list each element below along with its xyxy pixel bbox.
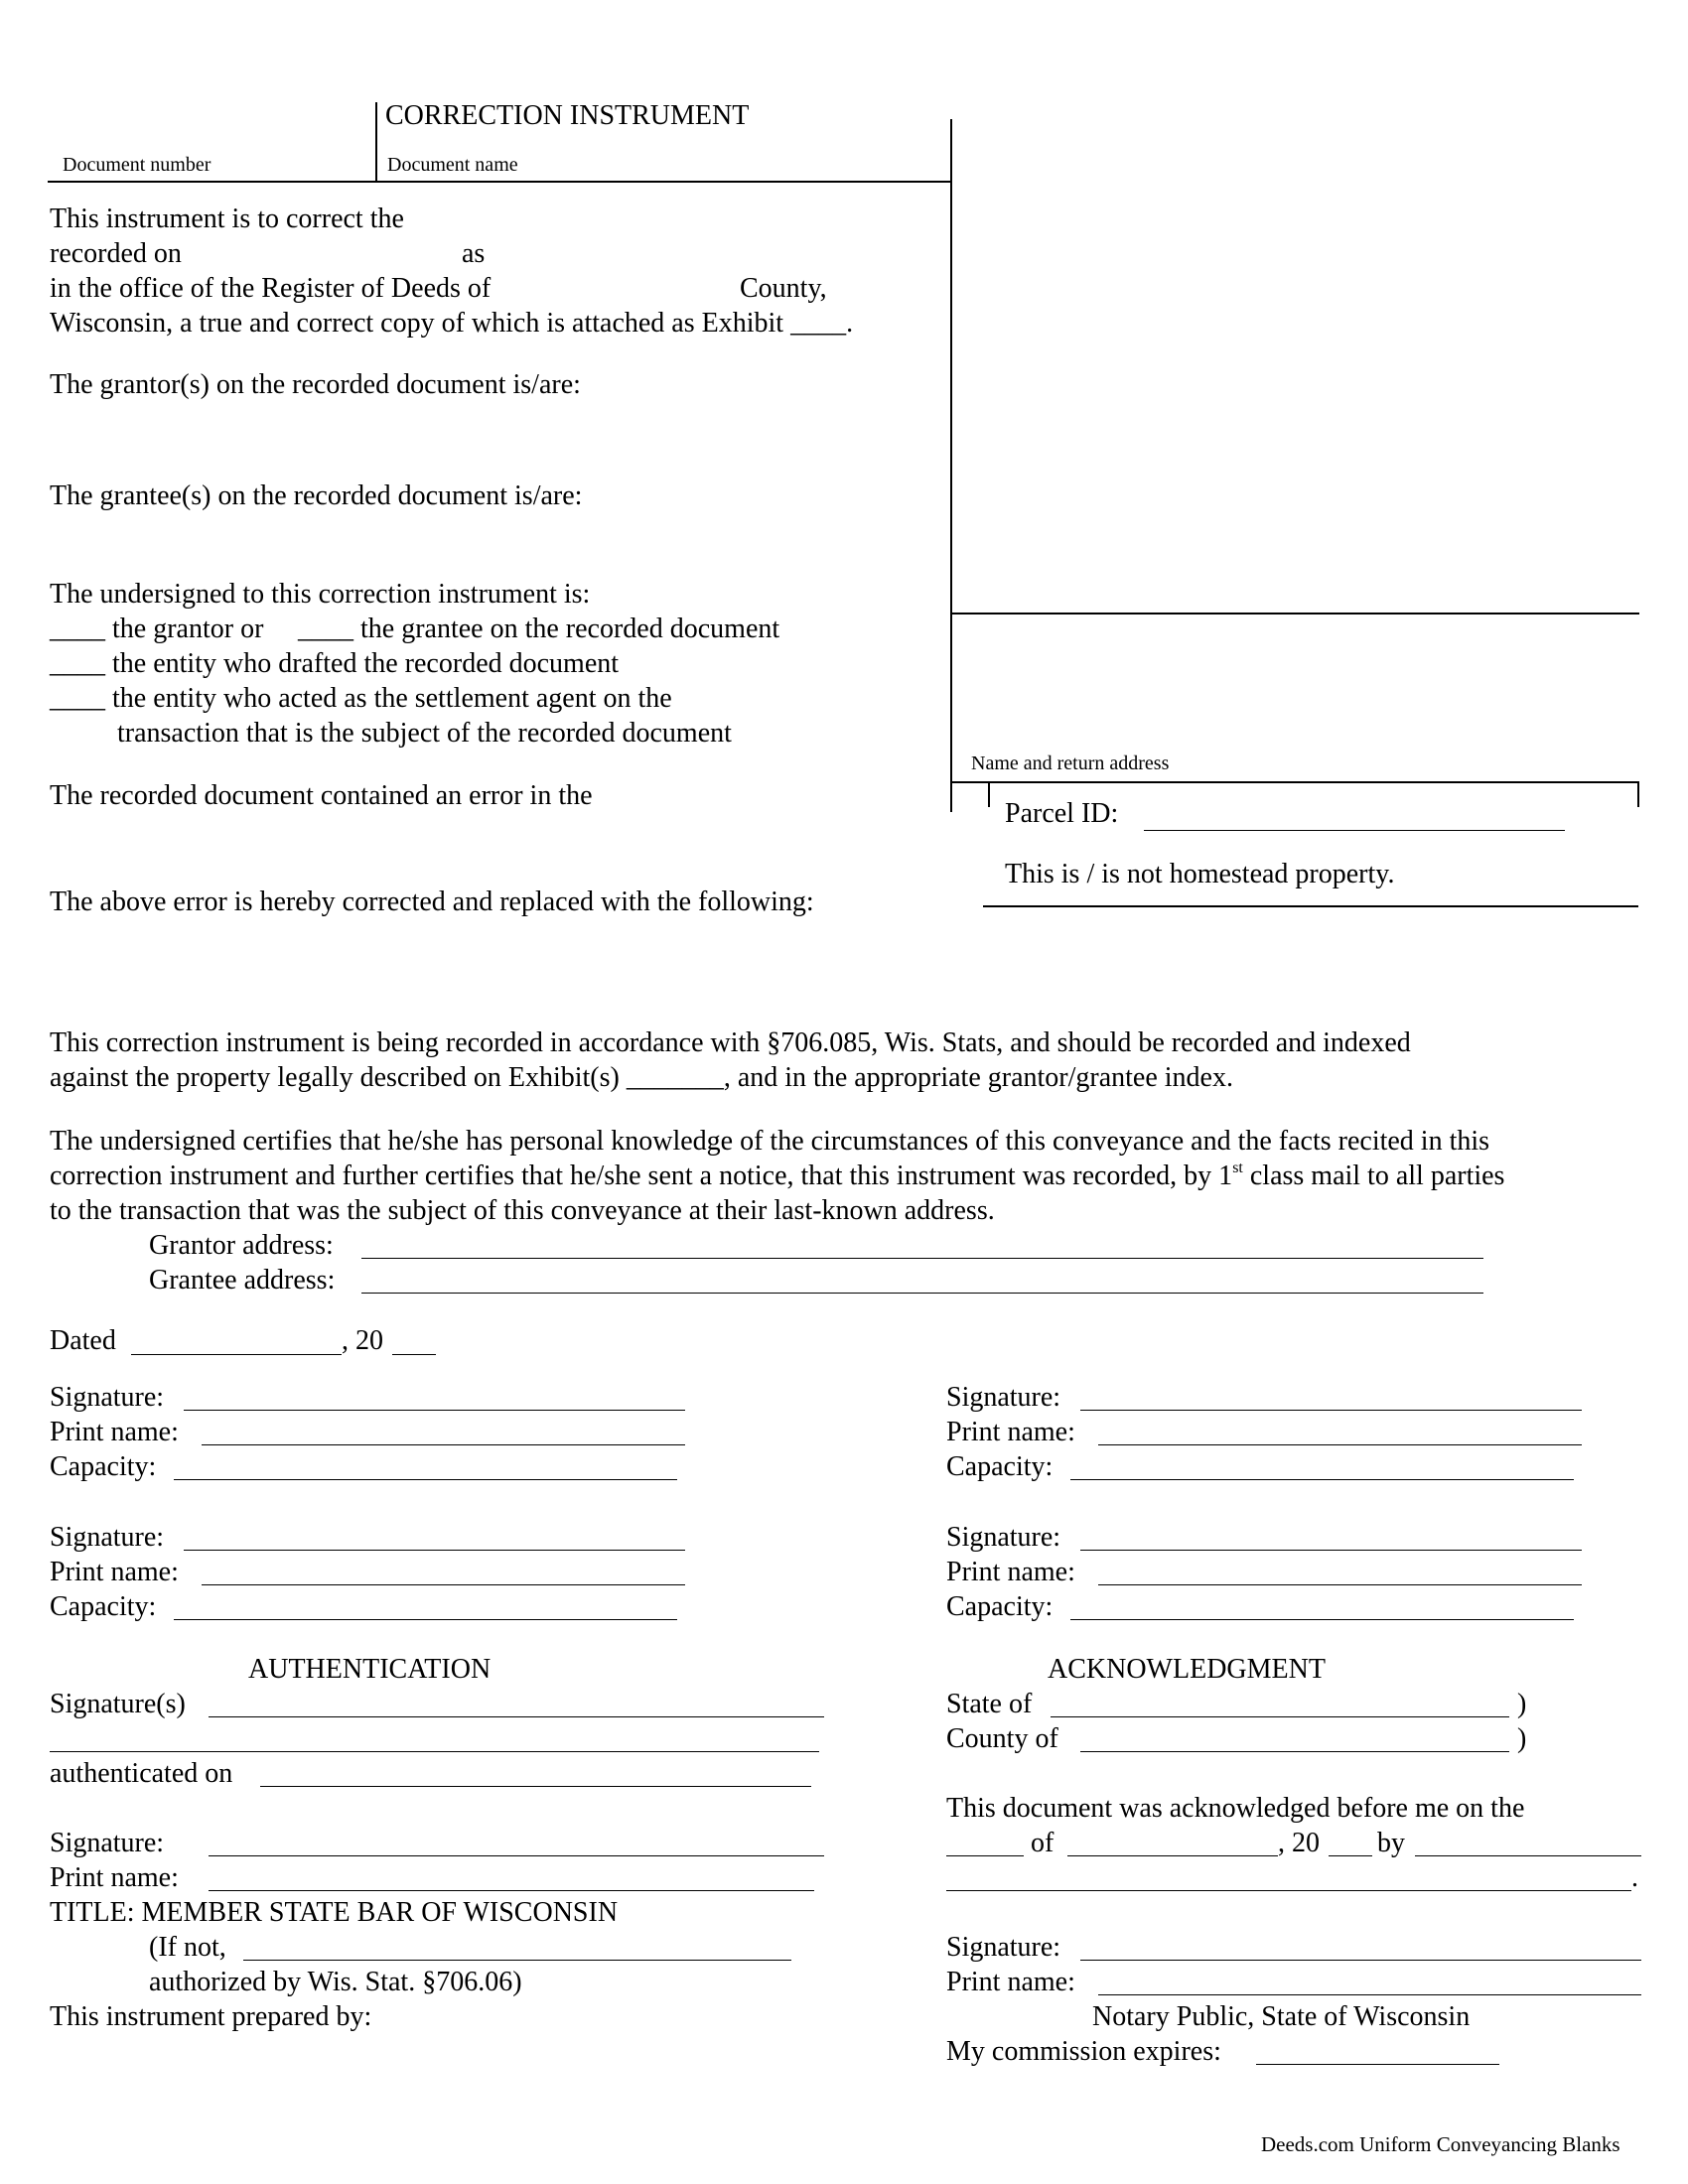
state-of-label: State of [946,1689,1033,1719]
ack-print-name-field[interactable] [1098,1994,1641,1995]
state-paren: ) [1517,1689,1527,1719]
dated-day-field[interactable] [131,1354,342,1355]
option-settlement-agent-cont: transaction that is the subject of the recorded document [117,718,732,749]
auth-signature-label: Signature: [50,1828,165,1858]
intro-exhibit-line: Wisconsin, a true and correct copy of which is attached as Exhibit ____. [50,308,854,339]
option-settlement-agent[interactable]: ____ the entity who acted as the settlement agent on the [50,683,672,714]
dated-label: Dated [50,1325,116,1356]
signature-label: Signature: [50,1522,165,1553]
return-address-rule [950,781,1639,783]
print-name-field[interactable] [202,1444,685,1445]
cert-line-1: The undersigned certifies that he/she has personal knowledge of the circumstances of this conveyance and the facts recited in this [50,1126,1490,1157]
grantee-address-field[interactable] [361,1293,1483,1294]
signature-field[interactable] [184,1410,685,1411]
signature-label: Signature: [946,1382,1061,1413]
grantees-label: The grantee(s) on the recorded document is/are: [50,480,583,511]
ack-year-prefix: , 20 [1278,1828,1320,1858]
auth-signatures-field[interactable] [209,1716,824,1717]
authentication-heading: AUTHENTICATION [248,1654,492,1685]
notary-title: Notary Public, State of Wisconsin [1092,2001,1471,2032]
capacity-label: Capacity: [946,1451,1054,1482]
dated-year-prefix: , 20 [342,1325,383,1356]
commission-expires-field[interactable] [1256,2064,1499,2065]
signature-field[interactable] [1080,1550,1582,1551]
commission-expires-label: My commission expires: [946,2036,1221,2067]
option-drafter[interactable]: ____ the entity who drafted the recorded document [50,648,620,679]
signature-field[interactable] [184,1550,685,1551]
capacity-field[interactable] [174,1479,677,1480]
auth-print-name-field[interactable] [209,1890,814,1891]
state-of-field[interactable] [1051,1716,1509,1717]
county-paren: ) [1517,1723,1527,1754]
intro-recorded-on: recorded on [50,238,182,269]
ack-print-name-label: Print name: [946,1967,1075,1997]
print-name-field[interactable] [1098,1444,1582,1445]
footer-text: Deeds.com Uniform Conveyancing Blanks [1261,2132,1620,2156]
document-name-label: Document name [387,154,518,176]
capacity-field[interactable] [1070,1619,1574,1620]
grantor-address-label: Grantor address: [149,1230,334,1261]
recording-line-1: This correction instrument is being recorded in accordance with §706.085, Wis. Stats, and should be recorded and indexed [50,1027,1411,1058]
ack-year-field[interactable] [1329,1855,1372,1856]
capacity-label: Capacity: [50,1591,157,1622]
recording-area-border [950,119,952,812]
auth-print-name-label: Print name: [50,1862,179,1893]
print-name-label: Print name: [50,1417,179,1447]
ack-of-label: of [1031,1828,1055,1858]
print-name-field[interactable] [1098,1584,1582,1585]
capacity-label: Capacity: [50,1451,157,1482]
document-name-value: CORRECTION INSTRUMENT [385,100,750,131]
print-name-label: Print name: [946,1417,1075,1447]
acknowledgment-heading: ACKNOWLEDGMENT [1048,1654,1326,1685]
ack-by-field-2[interactable] [946,1890,1631,1891]
signature-field[interactable] [1080,1410,1582,1411]
auth-title-line: TITLE: MEMBER STATE BAR OF WISCONSIN [50,1897,619,1928]
recording-line-2: against the property legally described on Exhibit(s) _______, and in the appropriate grantor/grantee index. [50,1062,1233,1093]
undersigned-heading: The undersigned to this correction instrument is: [50,579,591,610]
ack-by-field[interactable] [1415,1855,1641,1856]
cert-line-2: correction instrument and further certifies that he/she sent a notice, that this instrument was recorded, by 1st class mail to all parties [50,1160,1505,1191]
auth-signatures-field-2[interactable] [50,1751,819,1752]
parcel-id-label: Parcel ID: [1005,798,1119,829]
ack-by-label: by [1377,1828,1405,1858]
error-label: The recorded document contained an error in the [50,780,593,811]
county-of-label: County of [946,1723,1058,1754]
authenticated-on-label: authenticated on [50,1758,233,1789]
print-name-field[interactable] [202,1584,685,1585]
signature-label: Signature: [50,1382,165,1413]
homestead-text: This is / is not homestead property. [1005,859,1395,889]
auth-signature-field[interactable] [209,1855,824,1856]
county-of-field[interactable] [1080,1751,1509,1752]
parcel-box-left [988,781,990,807]
signature-label: Signature: [946,1522,1061,1553]
intro-county: County, [740,273,827,304]
ack-day-field[interactable] [946,1855,1024,1856]
recording-area-bottom [950,613,1639,614]
document-number-label: Document number [63,154,211,176]
parcel-box-right [1637,781,1639,807]
auth-if-not-field[interactable] [243,1960,791,1961]
header-divider [375,102,377,182]
parcel-box-bottom [983,905,1638,907]
return-address-label: Name and return address [971,752,1170,774]
capacity-field[interactable] [1070,1479,1574,1480]
grantors-label: The grantor(s) on the recorded document is/are: [50,369,581,400]
auth-if-not: (If not, [149,1932,226,1963]
parcel-id-field[interactable] [1144,830,1565,831]
intro-line-1: This instrument is to correct the [50,204,404,234]
ack-month-field[interactable] [1067,1855,1278,1856]
header-rule [48,181,951,183]
print-name-label: Print name: [946,1557,1075,1587]
ack-signature-label: Signature: [946,1932,1061,1963]
dated-year-field[interactable] [392,1354,436,1355]
prepared-by-label: This instrument prepared by: [50,2001,372,2032]
option-grantor[interactable]: ____ the grantor or [50,614,264,644]
grantee-address-label: Grantee address: [149,1265,336,1296]
ack-period: . [1631,1862,1638,1893]
print-name-label: Print name: [50,1557,179,1587]
capacity-label: Capacity: [946,1591,1054,1622]
ack-line: This document was acknowledged before me on the [946,1793,1525,1824]
authenticated-on-field[interactable] [260,1786,811,1787]
option-grantee[interactable]: ____ the grantee on the recorded document [298,614,780,644]
grantor-address-field[interactable] [361,1258,1483,1259]
cert-line-3: to the transaction that was the subject of this conveyance at their last-known address. [50,1195,995,1226]
auth-authorized-by: authorized by Wis. Stat. §706.06) [149,1967,522,1997]
intro-as: as [462,238,486,269]
capacity-field[interactable] [174,1619,677,1620]
intro-register-of-deeds: in the office of the Register of Deeds of [50,273,492,304]
auth-signatures-label: Signature(s) [50,1689,186,1719]
ack-signature-field[interactable] [1080,1960,1641,1961]
replacement-label: The above error is hereby corrected and replaced with the following: [50,887,814,917]
